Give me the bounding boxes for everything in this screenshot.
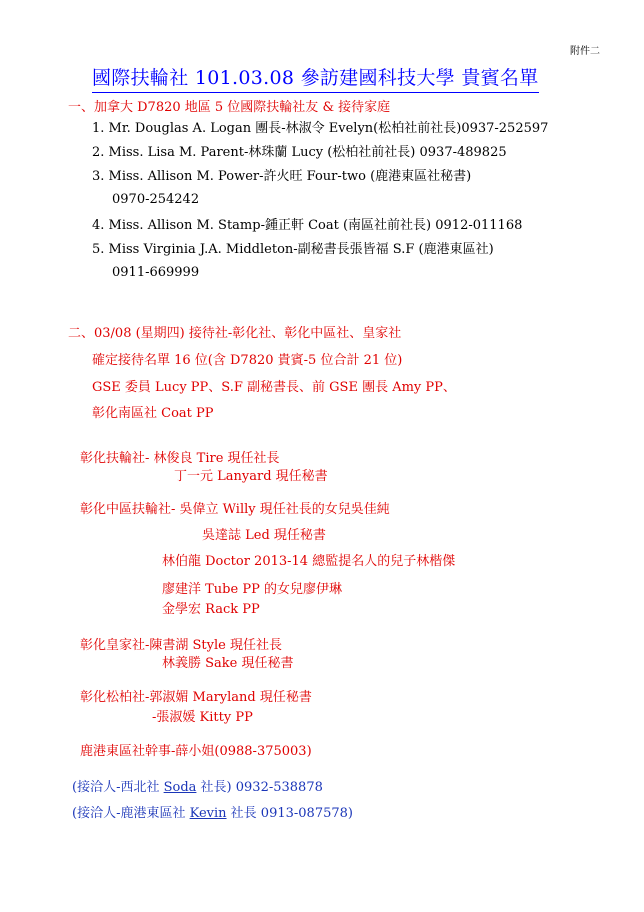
guest-line-1: 1. Mr. Douglas A. Logan 團長-林淑令 Evelyn(松柏社前社長)0937-252597 [92,121,549,136]
club-lukang-secretary: 鹿港東區社幹事-薛小姐(0988-375003) [80,744,312,759]
confirm-count: 確定接待名單 16 位(含 D7820 貴賓-5 位合計 21 位) [92,353,403,368]
guest-line-5: 5. Miss Virginia J.A. Middleton-副秘書長張皆福 S.F (鹿港東區社) [92,242,494,257]
club-songbo-line-1: 彰化松柏社-郭淑媚 Maryland 現任秘書 [80,690,312,705]
section2-heading: 二、03/08 (星期四) 接待社-彰化社、彰化中區社、皇家社 [68,326,402,341]
guest-line-2: 2. Miss. Lisa M. Parent-林珠蘭 Lucy (松柏社前社長) 0937-489825 [92,145,507,160]
attachment-label: 附件二 [570,46,600,57]
guest-line-3: 3. Miss. Allison M. Power-許火旺 Four-two (鹿港東區社秘書) [92,169,472,184]
contact-2-prefix: (接洽人-鹿港東區社 [72,806,190,821]
guest-line-4: 4. Miss. Allison M. Stamp-鍾正軒 Coat (南區社前社長) 0912-011168 [92,218,523,233]
guest-line-3-phone: 0970-254242 [112,192,200,207]
document-title: 國際扶輪社 101.03.08 參訪建國科技大學 貴賓名單 [92,63,539,93]
contact-1-suffix: 社長) 0932-538878 [196,780,323,795]
club-central-line-2: 吳達誌 Led 現任秘書 [202,528,326,543]
club-central-line-3: 林伯龍 Doctor 2013-14 總監提名人的兒子林楷傑 [162,554,456,569]
club-changhua-line-2: 丁一元 Lanyard 現任秘書 [174,469,328,484]
gse-line-2: 彰化南區社 Coat PP [92,406,214,421]
club-central-line-4: 廖建洋 Tube PP 的女兒廖伊琳 [162,582,342,597]
club-songbo-line-2: -張淑媛 Kitty PP [152,710,253,725]
contact-2-suffix: 社長 0913-087578) [226,806,353,821]
contact-1-name: Soda [163,780,197,795]
contact-line-1 [72,776,323,795]
club-royal-line-1: 彰化皇家社-陳書湖 Style 現任社長 [80,638,282,653]
club-royal-line-2: 林義勝 Sake 現任秘書 [162,656,294,671]
guest-line-5-phone: 0911-669999 [112,265,200,280]
contact-2-name: Kevin [189,806,227,821]
club-central-line-5: 金學宏 Rack PP [162,602,260,617]
contact-1-prefix: (接洽人-西北社 [72,780,164,795]
club-central-line-1: 彰化中區扶輪社- 吳偉立 Willy 現任社長的女兒吳佳純 [80,502,390,517]
gse-line-1: GSE 委員 Lucy PP、S.F 副秘書長、前 GSE 團長 Amy PP、 [92,380,456,395]
contact-line-2 [72,802,353,821]
section1-heading: 一、加拿大 D7820 地區 5 位國際扶輪社友 & 接待家庭 [68,100,391,115]
club-changhua-line-1: 彰化扶輪社- 林俊良 Tire 現任社長 [80,451,280,466]
